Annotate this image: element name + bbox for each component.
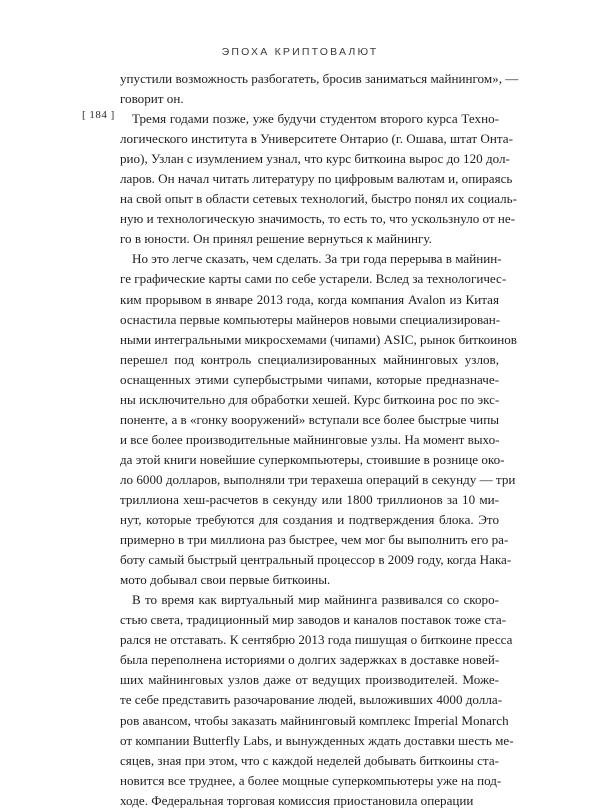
text-line: Но это легче сказать, чем сделать. За три года перерыва в майнин- (132, 251, 502, 267)
text-line: рался не отставать. К сентябрю 2013 года пишущая о биткоине пресса (120, 632, 513, 648)
text-line: го в юности. Он принял решение вернуться к майнингу. (120, 231, 432, 247)
text-line: от компании Butterfly Labs, и вынужденных ждать доставки шесть ме- (120, 732, 514, 748)
text-line: ларов. Он начал читать литературу по цифровым валютам и, опираясь (120, 171, 513, 187)
text-line: примерно в три миллиона раз быстрее, чем мог бы выполнить его ра- (120, 532, 509, 548)
text-line: оснастила первые компьютеры майнеров новыми специализирован- (120, 311, 501, 327)
text-line: триллиона хеш-расчетов в секунду или 1800 триллионов за 10 ми- (120, 491, 499, 507)
text-line: ными интегральными микросхемами (чипами) ASIC, рынок биткоинов (120, 331, 517, 347)
text-line: ны исключительно для обработки хешей. Курс биткоина рос по экс- (120, 391, 500, 407)
paragraph (120, 249, 517, 590)
text-line: на свой опыт в области сетевых технологий, быстро понял их социаль- (120, 191, 517, 207)
text-line: упустили возможность разбогатеть, бросив заниматься майнингом», — (120, 71, 519, 86)
text-line: и все более производительные майнинговые узлы. На момент выхо- (120, 431, 500, 447)
text-line: ших майнинговых узлов даже от ведущих производителей. Може- (120, 672, 499, 688)
text-line: нут, которые требуются для создания и подтверждения блока. Это (120, 512, 499, 528)
text-line: мото добывал свои первые биткоины. (120, 572, 331, 588)
paragraph (120, 69, 519, 109)
text-line: В то время как виртуальный мир майнинга развивался со скоро- (132, 592, 499, 608)
paragraph (120, 590, 514, 811)
text-line: ким прорывом в январе 2013 года, когда компания Avalon из Китая (120, 291, 499, 307)
text-line: говорит он. (120, 91, 184, 107)
text-line: логического института в Университете Онтарио (г. Ошава, штат Онта- (120, 131, 513, 147)
text-line: была переполнена историями о долгих задержках в доставке новей- (120, 652, 500, 668)
text-line: ло 6000 долларов, выполняли три терахеша операций в секунду — три (120, 471, 516, 487)
paragraph (120, 109, 517, 249)
text-line: ную и технологическую значимость, то есть то, что ускользнуло от не- (120, 211, 516, 227)
text-line: ге графические карты сами по себе устарели. Вслед за технологичес- (120, 271, 507, 287)
text-line: новится все труднее, а более мощные суперкомпьютеры уже на под- (120, 772, 502, 788)
text-line: рио), Узлан с изумлением узнал, что курс биткоина вырос до 120 дол- (120, 151, 510, 167)
text-line: оснащенных этими супербыстрыми чипами, которые предназначе- (120, 371, 499, 387)
text-line: поненте, а в «гонку вооружений» вступали все более быстрые чипы (120, 411, 499, 427)
text-line: те себе представить разочарование людей, выложивших 4000 долла- (120, 692, 503, 708)
text-line: Тремя годами позже, уже будучи студентом второго курса Техно- (132, 111, 499, 127)
running-head: ЭПОХА КРИПТОВАЛЮТ (221, 46, 379, 58)
text-line: боту самый быстрый центральный процессор в 2009 году, когда Нака- (120, 552, 512, 568)
text-line: ров авансом, чтобы заказать майнинговый комплекс Imperial Monarch (120, 712, 509, 728)
text-line: сяцев, зная при этом, что с каждой неделей добывать биткоины ста- (120, 752, 499, 768)
text-line: да этой книги новейшие суперкомпьютеры, стоившие в рознице око- (120, 451, 505, 467)
text-line: ходе. Федеральная торговая комиссия приостановила операции (120, 792, 474, 808)
body-text (120, 69, 519, 811)
text-line: перешел под контроль специализированных майнинговых узлов, (120, 351, 499, 367)
text-line: стью света, традиционный мир заводов и каналов поставок тоже ста- (120, 612, 507, 628)
page-number: [ 184 ] (82, 109, 115, 121)
